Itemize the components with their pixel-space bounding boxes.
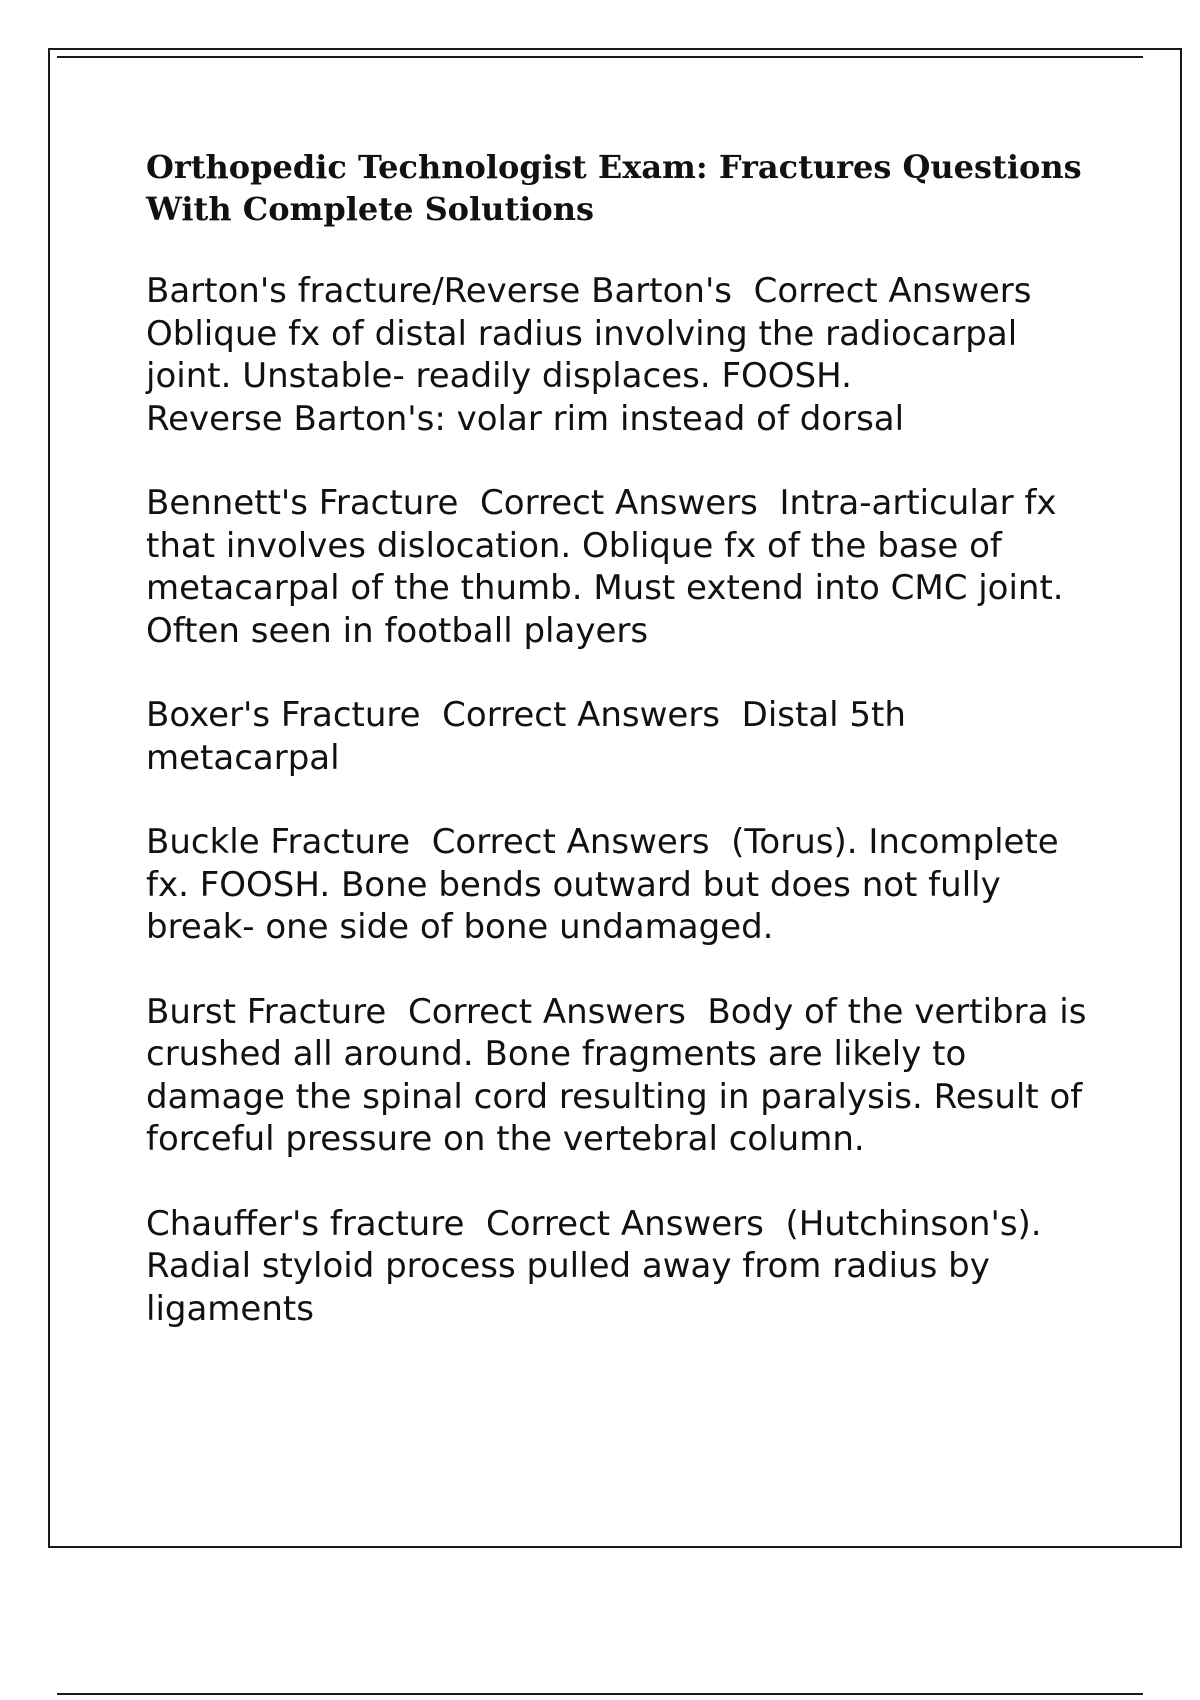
entry-term: Barton's fracture/Reverse Barton's [146, 271, 733, 311]
entry-buckle-fracture [146, 821, 1106, 949]
entry-separator: Correct Answers [486, 1203, 764, 1244]
entry-answer: Oblique fx of distal radius involving the radiocarpal joint. Unstable- readily displaces. FOOSH. Reverse Barton's: volar rim instead of dorsal [146, 313, 1018, 439]
top-rule [57, 56, 1143, 58]
entry-separator: Correct Answers [407, 991, 686, 1032]
entry-term: Boxer's Fracture [146, 695, 421, 735]
entry-burst-fracture [146, 991, 1106, 1161]
entry-separator: Correct Answers [431, 822, 710, 862]
entry-term: Bennett's Fracture [146, 483, 459, 523]
entry-bartons-fracture [146, 270, 1106, 440]
entry-term: Chauffer's fracture [146, 1203, 465, 1244]
entry-answer: (Hutchinson's). Radial styloid process pulled away from radius by ligaments [146, 1203, 1053, 1329]
entry-separator: Correct Answers [442, 695, 721, 735]
bottom-rule [57, 1693, 1143, 1695]
entry-answer: (Torus). Incomplete fx. FOOSH. Bone bends outward but does not fully break- one side of bone undamaged. [146, 822, 1070, 947]
document-title: Orthopedic Technologist Exam: Fractures Questions With Complete Solutions [146, 148, 1082, 228]
entry-answer: Distal 5th metacarpal [146, 695, 917, 778]
entry-separator: Correct Answers [480, 483, 758, 523]
entry-chauffers-fracture [146, 1203, 1106, 1331]
entry-bennetts-fracture [146, 482, 1106, 652]
entry-separator: Correct Answers [753, 271, 1032, 311]
entry-answer: Body of the vertibra is crushed all around. Bone fragments are likely to damage the spinal cord resulting in paralysis. Result of forceful pressure on the vertebral column. [146, 991, 1098, 1159]
entry-term: Buckle Fracture [146, 822, 411, 862]
document-body [146, 146, 1106, 1372]
entry-term: Burst Fracture [146, 991, 387, 1032]
entry-answer: Intra-articular fx that involves dislocation. Oblique fx of the base of metacarpal of the thumb. Must extend into CMC joint. Often seen in football players [146, 483, 1075, 651]
entry-boxers-fracture [146, 694, 1106, 779]
